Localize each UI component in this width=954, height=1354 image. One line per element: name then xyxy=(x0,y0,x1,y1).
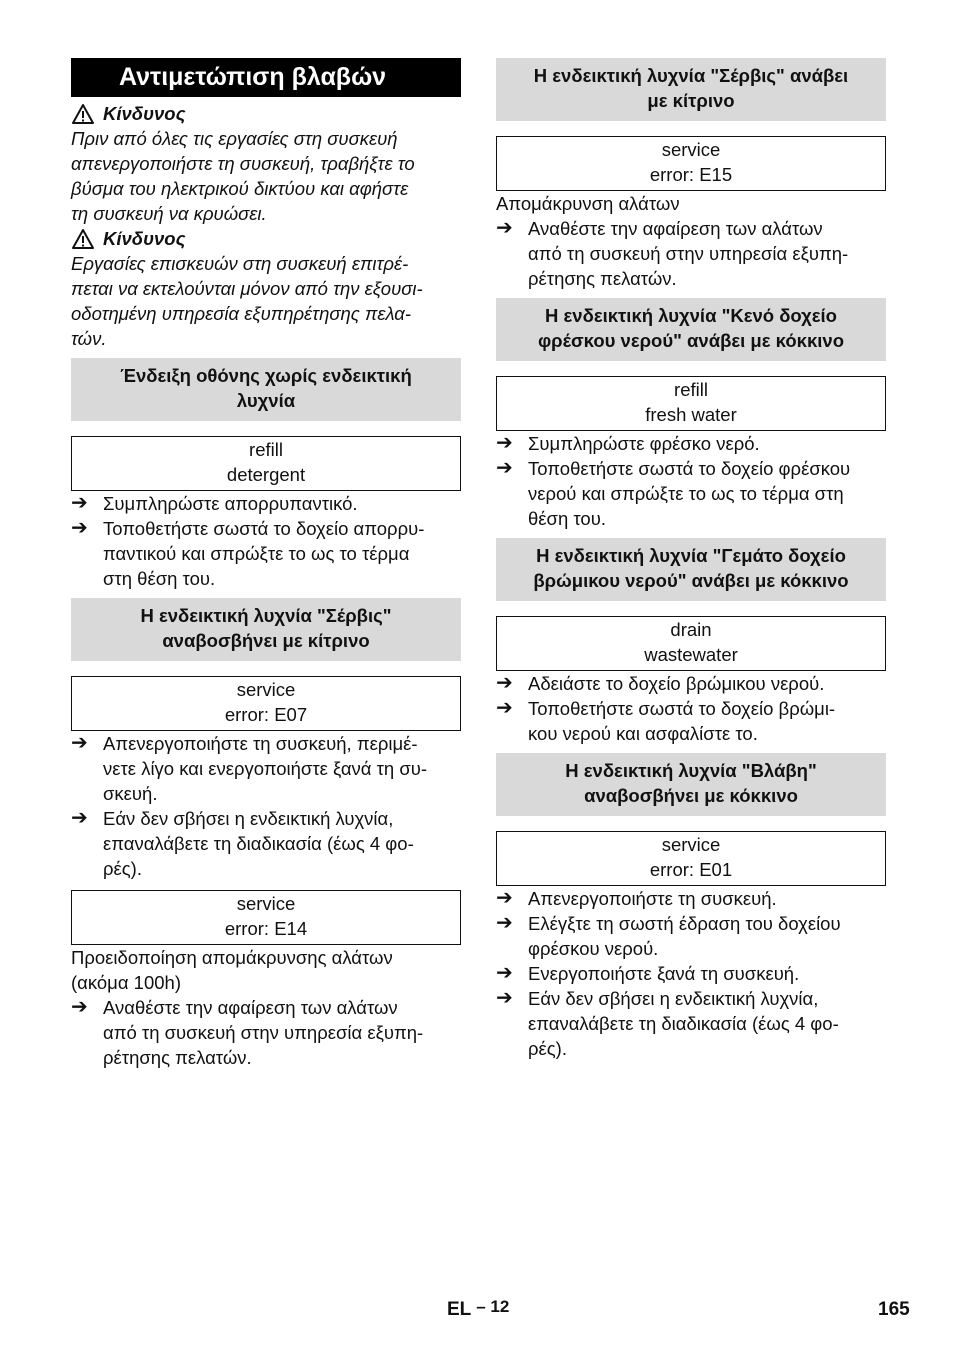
list-item xyxy=(71,995,461,1070)
step-line: επαναλάβετε τη διαδικασία (έως 4 φο- xyxy=(103,833,414,854)
list-item xyxy=(496,986,886,1061)
warning-line: Πριν από όλες τις εργασίες στη συσκευή xyxy=(71,128,398,149)
list-item xyxy=(71,731,461,806)
list-item xyxy=(496,456,886,531)
step-list xyxy=(496,886,886,1061)
step-line: Συμπληρώστε φρέσκο νερό. xyxy=(528,433,760,454)
heading-line: Η ενδεικτική λυχνία "Σέρβις" xyxy=(140,605,392,626)
step-line: Συμπληρώστε απορρυπαντικό. xyxy=(103,493,358,514)
step-line: Τοποθετήστε σωστά το δοχείο βρώμι- xyxy=(528,698,836,719)
warning-block-1 xyxy=(71,101,461,226)
section-heading-service-blinking-yellow xyxy=(71,598,461,661)
warning-heading xyxy=(71,226,461,251)
display-line: error: E01 xyxy=(649,859,733,880)
step-line: Αναθέστε την αφαίρεση των αλάτων xyxy=(528,218,823,239)
list-item xyxy=(71,491,461,516)
warning-line: οδοτημένη υπηρεσία εξυπηρέτησης πελα- xyxy=(71,303,412,324)
display-line: service xyxy=(661,834,721,855)
warning-line: τών. xyxy=(71,328,107,349)
page-title: Αντιμετώπιση βλαβών xyxy=(71,58,461,97)
heading-line: Η ενδεικτική λυχνία "Σέρβις" ανάβει xyxy=(533,65,849,86)
section-heading-fresh-water-empty xyxy=(496,298,886,361)
warning-heading-text: Κίνδυνος xyxy=(103,228,186,249)
footer-section-page: – 12 xyxy=(476,1297,510,1316)
warning-triangle-icon xyxy=(71,228,95,250)
list-item xyxy=(71,806,461,881)
arrow-right-icon: ➔ xyxy=(496,457,513,479)
step-line: από τη συσκευή στην υπηρεσία εξυπη- xyxy=(528,243,849,264)
heading-line: αναβοσβήνει με κόκκινο xyxy=(584,785,798,806)
warning-heading-text: Κίνδυνος xyxy=(103,103,186,124)
heading-line: βρώμικου νερού" ανάβει με κόκκινο xyxy=(533,570,849,591)
step-line: ρές). xyxy=(103,858,142,879)
warning-heading xyxy=(71,101,461,126)
warning-line: πεται να εκτελούνται μόνον από την εξουσι- xyxy=(71,278,423,299)
step-list xyxy=(496,431,886,531)
warning-text xyxy=(71,126,461,226)
list-item xyxy=(496,216,886,291)
display-line: wastewater xyxy=(644,644,738,665)
arrow-right-icon: ➔ xyxy=(71,807,88,829)
warning-line: απενεργοποιήστε τη συσκευή, τραβήξτε το xyxy=(71,153,415,174)
heading-line: Η ενδεικτική λυχνία "Κενό δοχείο xyxy=(545,305,837,326)
step-line: Εάν δεν σβήσει η ενδεικτική λυχνία, xyxy=(528,988,819,1009)
step-line: Απενεργοποιήστε τη συσκευή, περιμέ- xyxy=(103,733,418,754)
arrow-right-icon: ➔ xyxy=(496,217,513,239)
descaling-warning-note xyxy=(71,945,461,995)
step-line: επαναλάβετε τη διαδικασία (έως 4 φο- xyxy=(528,1013,839,1034)
step-line: Αδειάστε το δοχείο βρώμικου νερού. xyxy=(528,673,825,694)
display-message-box xyxy=(496,376,886,431)
step-line: Απενεργοποιήστε τη συσκευή. xyxy=(528,888,777,909)
step-line: Αναθέστε την αφαίρεση των αλάτων xyxy=(103,997,398,1018)
display-line: refill xyxy=(249,439,283,460)
heading-line: λυχνία xyxy=(236,390,296,411)
arrow-right-icon: ➔ xyxy=(496,432,513,454)
display-message-box xyxy=(496,136,886,191)
list-item xyxy=(496,431,886,456)
heading-line: Η ενδεικτική λυχνία "Βλάβη" xyxy=(565,760,817,781)
warning-text xyxy=(71,251,461,351)
display-line: refill xyxy=(674,379,708,400)
section-heading-fault-blinking-red xyxy=(496,753,886,816)
list-item xyxy=(496,961,886,986)
display-line: detergent xyxy=(226,464,306,485)
section-heading-waste-water-full xyxy=(496,538,886,601)
step-line: παντικού και σπρώξτε το ως το τέρμα xyxy=(103,543,410,564)
descaling-note: Απομάκρυνση αλάτων xyxy=(496,193,680,214)
arrow-right-icon: ➔ xyxy=(496,887,513,909)
heading-line: Η ενδεικτική λυχνία "Γεμάτο δοχείο xyxy=(536,545,846,566)
arrow-right-icon: ➔ xyxy=(71,492,88,514)
arrow-right-icon: ➔ xyxy=(496,962,513,984)
step-line: κου νερού και ασφαλίστε το. xyxy=(528,723,758,744)
step-list xyxy=(496,216,886,291)
list-item xyxy=(496,696,886,746)
display-line: error: E07 xyxy=(224,704,308,725)
display-line: service xyxy=(236,679,296,700)
arrow-right-icon: ➔ xyxy=(71,996,88,1018)
step-list xyxy=(71,491,461,591)
heading-line: αναβοσβήνει με κίτρινο xyxy=(162,630,370,651)
display-message-box xyxy=(496,831,886,886)
step-list xyxy=(496,671,886,746)
footer-section-marker xyxy=(447,1297,509,1322)
section-heading-service-lit-yellow xyxy=(496,58,886,121)
step-line: Τοποθετήστε σωστά το δοχείο φρέσκου xyxy=(528,458,851,479)
step-line: φρέσκου νερού. xyxy=(528,938,659,959)
arrow-right-icon: ➔ xyxy=(496,672,513,694)
note-line: Προειδοποίηση απομάκρυνσης αλάτων xyxy=(71,947,393,968)
display-line: error: E14 xyxy=(224,918,308,939)
arrow-right-icon: ➔ xyxy=(496,912,513,934)
display-line: fresh water xyxy=(645,404,737,425)
heading-line: φρέσκου νερού" ανάβει με κόκκινο xyxy=(537,330,845,351)
warning-line: Εργασίες επισκευών στη συσκευή επιτρέ- xyxy=(71,253,409,274)
step-line: ρέτησης πελατών. xyxy=(103,1047,252,1068)
arrow-right-icon: ➔ xyxy=(496,987,513,1009)
step-line: Εάν δεν σβήσει η ενδεικτική λυχνία, xyxy=(103,808,394,829)
footer-language: EL xyxy=(447,1299,471,1320)
step-line: σκευή. xyxy=(103,783,158,804)
heading-line: με κίτρινο xyxy=(647,90,735,111)
list-item xyxy=(71,516,461,591)
right-column xyxy=(496,58,886,1061)
heading-line: Ένδειξη οθόνης χωρίς ενδεικτική xyxy=(120,365,412,386)
section-heading-display-no-lamp xyxy=(71,358,461,421)
display-line: service xyxy=(661,139,721,160)
step-line: ρές). xyxy=(528,1038,567,1059)
arrow-right-icon: ➔ xyxy=(496,697,513,719)
display-message-box xyxy=(71,436,461,491)
step-list xyxy=(71,995,461,1070)
display-message-box xyxy=(71,676,461,731)
list-item xyxy=(496,886,886,911)
display-line: service xyxy=(236,893,296,914)
display-message-box xyxy=(71,890,461,945)
page-number: 165 xyxy=(878,1299,910,1320)
step-list xyxy=(71,731,461,881)
step-line: Τοποθετήστε σωστά το δοχείο απορρυ- xyxy=(103,518,425,539)
warning-line: τη συσκευή να κρυώσει. xyxy=(71,203,267,224)
display-line: error: E15 xyxy=(649,164,733,185)
arrow-right-icon: ➔ xyxy=(71,517,88,539)
step-line: θέση του. xyxy=(528,508,606,529)
note-line: (ακόμα 100h) xyxy=(71,972,181,993)
list-item xyxy=(496,911,886,961)
step-line: στη θέση του. xyxy=(103,568,216,589)
display-message-box xyxy=(496,616,886,671)
warning-triangle-icon xyxy=(71,103,95,125)
step-line: ρέτησης πελατών. xyxy=(528,268,677,289)
warning-line: βύσμα του ηλεκτρικού δικτύου και αφήστε xyxy=(71,178,409,199)
step-line: Ελέγξτε τη σωστή έδραση του δοχείου xyxy=(528,913,841,934)
left-column xyxy=(71,58,461,1070)
step-line: Ενεργοποιήστε ξανά τη συσκευή. xyxy=(528,963,800,984)
arrow-right-icon: ➔ xyxy=(71,732,88,754)
step-line: από τη συσκευή στην υπηρεσία εξυπη- xyxy=(103,1022,424,1043)
step-line: νετε λίγο και ενεργοποιήστε ξανά τη συ- xyxy=(103,758,428,779)
warning-block-2 xyxy=(71,226,461,351)
step-line: νερού και σπρώξτε το ως το τέρμα στη xyxy=(528,483,844,504)
display-line: drain xyxy=(670,619,712,640)
list-item xyxy=(496,671,886,696)
